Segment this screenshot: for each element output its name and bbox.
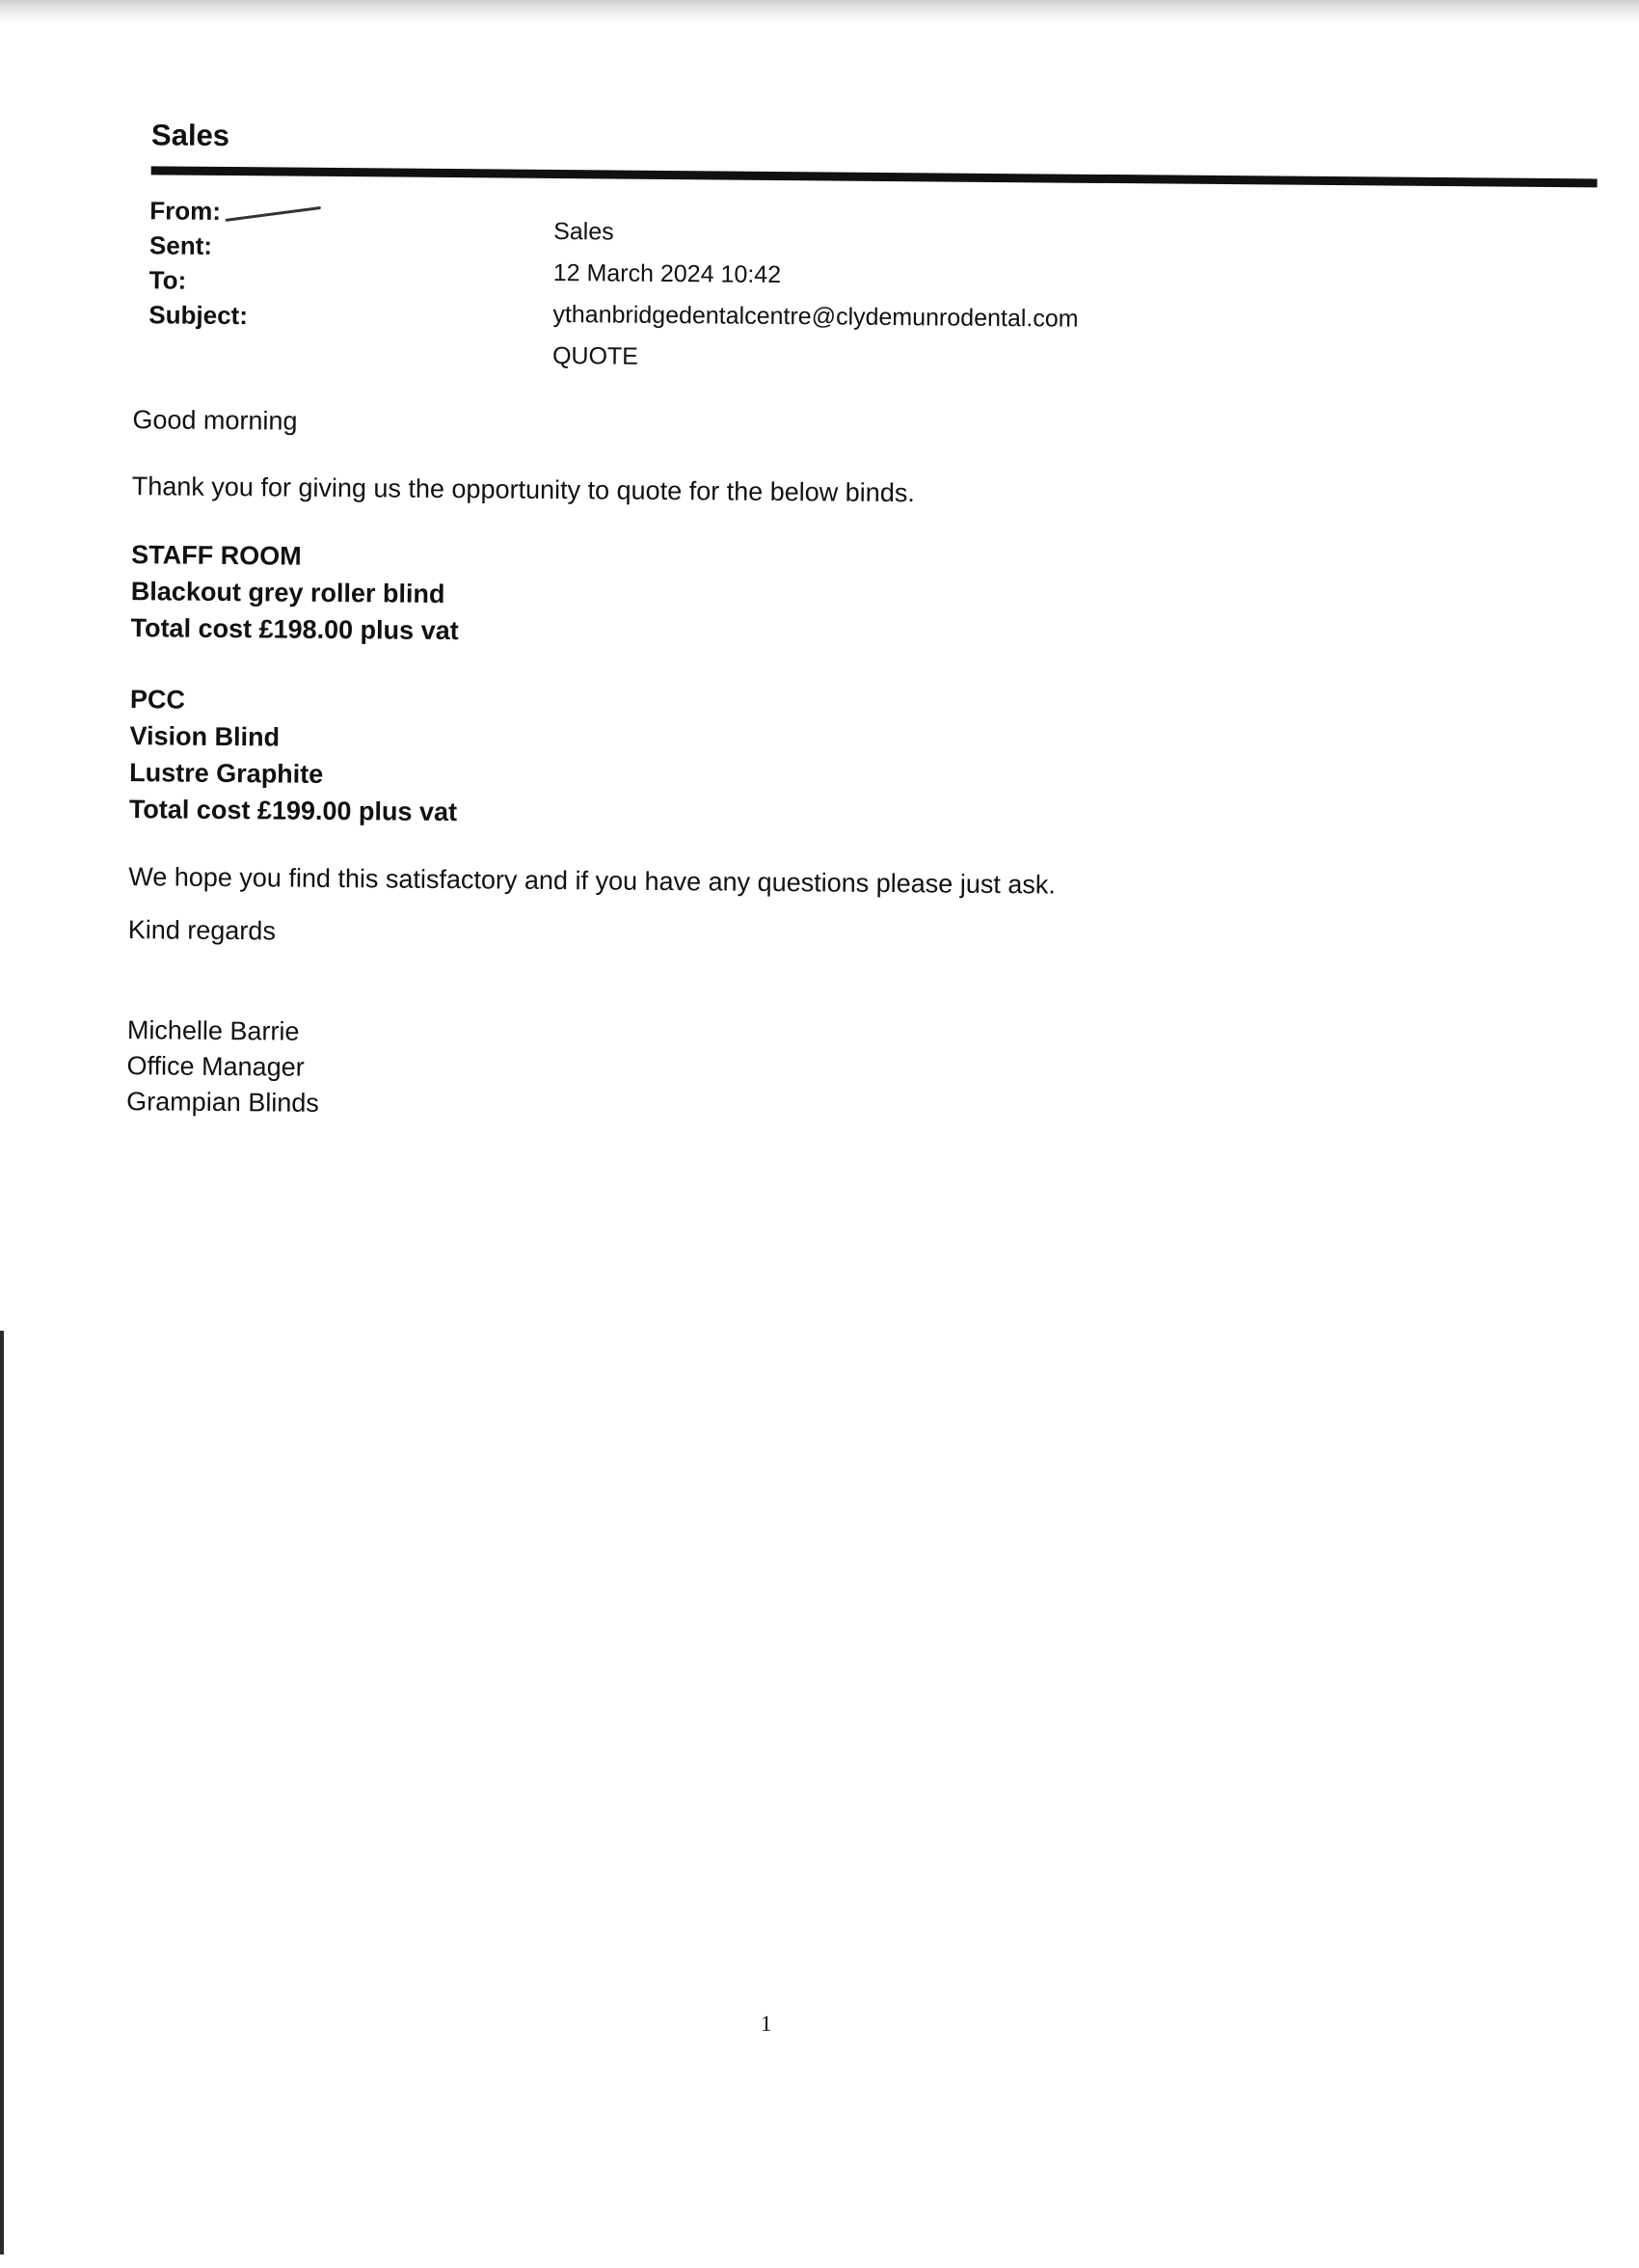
closing-paragraph: We hope you find this satisfactory and if you have any questions please just ask. [128,862,1056,900]
quote-item-staff-room [130,536,1481,658]
greeting: Good morning [132,405,298,436]
title-divider [151,166,1598,187]
redaction-mark [225,206,321,222]
header-values [552,211,1080,382]
signature-block [126,1012,1477,1131]
sign-off: Kind regards [127,915,277,946]
signature-name: Michelle Barrie [126,1015,300,1046]
from-label: From: [149,196,222,226]
quote-room: STAFF ROOM [131,540,302,571]
page-number: 1 [760,2011,772,2037]
quote-item-pcc [129,681,1480,839]
from-value: Sales [553,217,614,246]
signature-company: Grampian Blinds [126,1087,319,1118]
quote-room: PCC [129,685,186,715]
quote-line: Vision Blind [129,721,281,752]
subject-value: QUOTE [551,341,639,370]
from-label-row [149,193,321,230]
header-labels [148,193,321,334]
intro-paragraph: Thank you for giving us the opportunity to quote for the below binds. [131,472,915,508]
to-label: To: [148,265,187,295]
sent-value: 12 March 2024 10:42 [552,258,782,289]
quote-total: Total cost £198.00 plus vat [130,613,459,646]
to-value: ythanbridgedentalcentre@clydemunrodental.com [552,300,1079,333]
signature-role: Office Manager [126,1051,305,1082]
subject-label: Subject: [148,300,249,331]
quote-line: Lustre Graphite [129,758,324,789]
quote-total: Total cost £199.00 plus vat [128,795,458,827]
email-title: Sales [150,118,230,153]
quote-line: Blackout grey roller blind [130,577,445,608]
sent-label: Sent: [148,230,213,260]
email-body [126,405,1482,1131]
